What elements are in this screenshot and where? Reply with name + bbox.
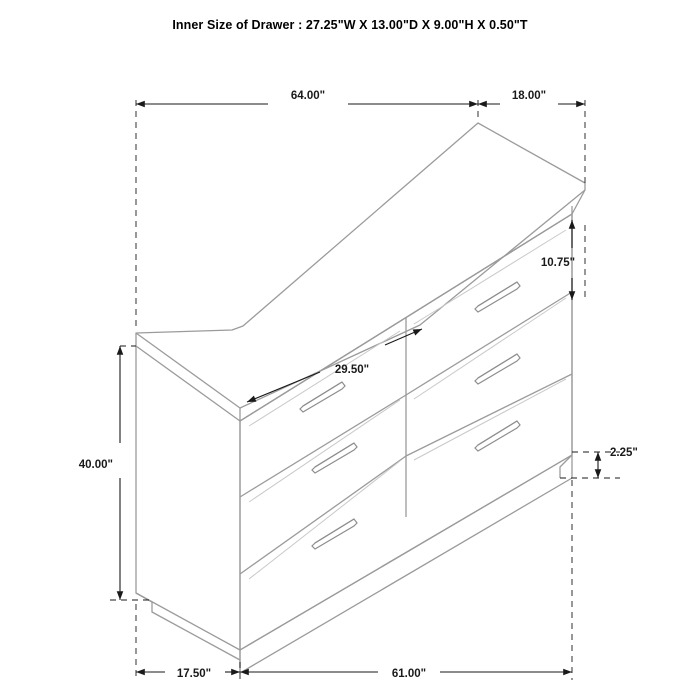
top-edge-right: [240, 190, 585, 421]
drawer-face-r3-bevel: [414, 379, 566, 460]
drawer-face-l3-bevel: [249, 461, 400, 579]
drawer-divider-right-1: [406, 292, 572, 395]
handle-left-top: [300, 382, 345, 412]
dimline-top-diagonal-upper: [247, 372, 320, 402]
handle-left-middle: [312, 443, 357, 473]
dim-label-front-width: 61.00": [391, 668, 427, 680]
dim-label-base-height: 2.25": [610, 447, 638, 459]
handle-right-top: [475, 282, 520, 312]
extension-lines: [110, 100, 620, 680]
dresser-body: [136, 123, 585, 673]
dim-label-top-width: 64.00": [290, 90, 326, 102]
drawer-divider-right-2: [406, 374, 572, 456]
drawer-face-r2-bevel: [414, 298, 566, 399]
top-edge-front: [136, 333, 240, 421]
dimension-lines: [120, 104, 598, 672]
drawer-divider-left-2: [240, 456, 406, 574]
left-foot: [136, 593, 240, 660]
handle-right-middle: [475, 354, 520, 384]
dim-label-top-diagonal: 29.50": [334, 364, 370, 376]
drawer-face-l2-bevel: [249, 400, 400, 502]
dim-label-overall: 40.00": [78, 459, 113, 471]
drawer-face-l1-bevel: [249, 331, 400, 426]
dim-label-side-depth: 17.50": [176, 668, 212, 680]
dim-label-top-depth: 18.00": [511, 90, 547, 102]
drawer-divider-left-1: [240, 395, 406, 497]
handle-right-bottom: [475, 421, 520, 451]
page-title: Inner Size of Drawer : 27.25"W X 13.00"D X 9.00"H X 0.50"T: [172, 18, 528, 32]
handle-left-bottom: [312, 519, 357, 549]
dim-label-drawer-front-height: 10.75": [540, 257, 576, 269]
